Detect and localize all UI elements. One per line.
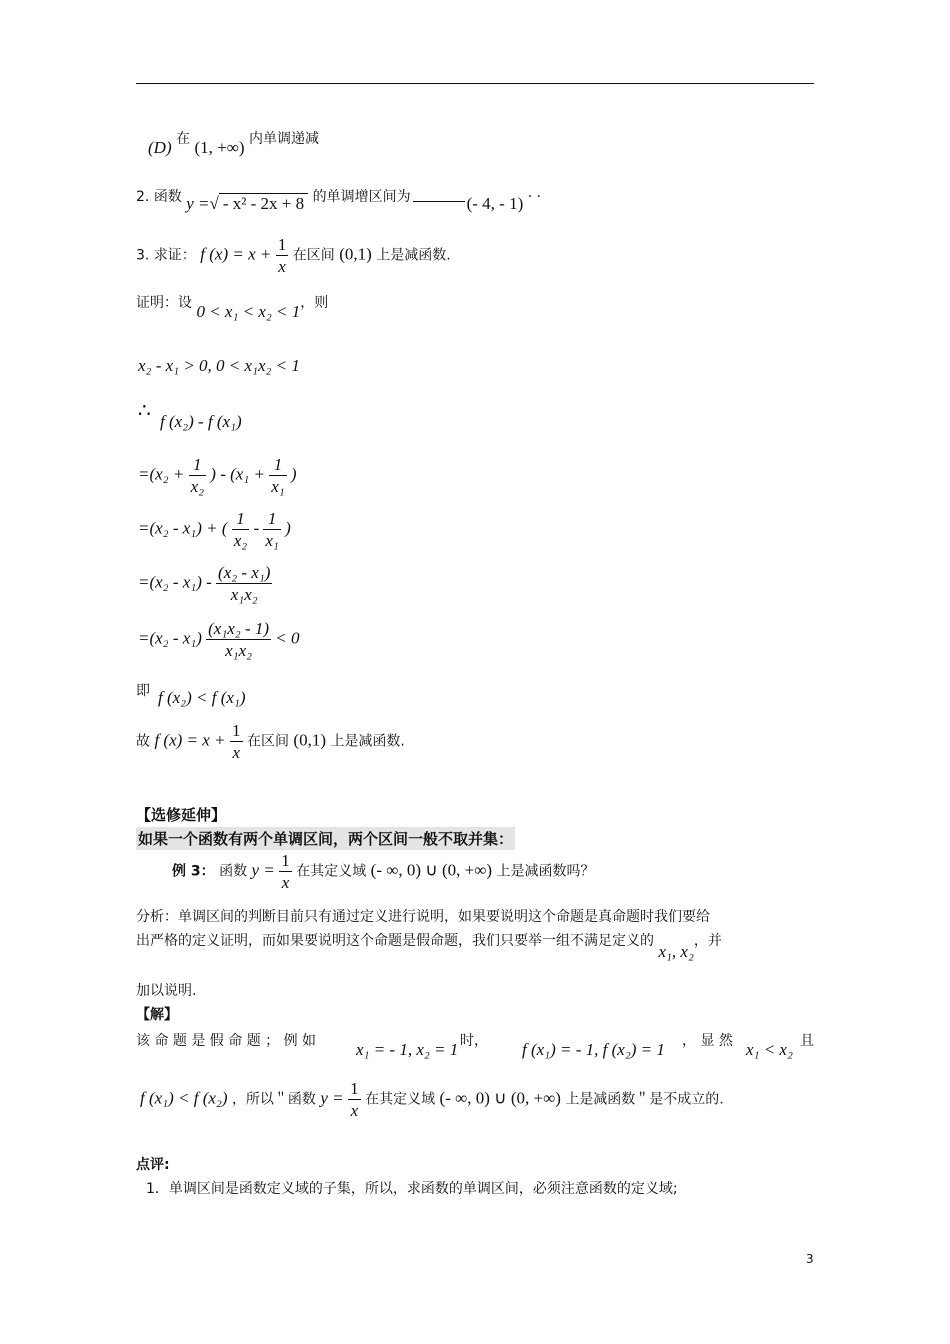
proof-intro: [136, 292, 329, 321]
header-rule: [136, 83, 814, 84]
step-1-b: ) - (x₁ +: [210, 464, 265, 484]
question-2: [136, 186, 542, 213]
example-3-post: 上是减函数吗？: [496, 863, 595, 880]
step-4-a: =(x₂ - x₁): [138, 628, 202, 648]
solution-line-2-a: f (x₁) < f (x₂): [140, 1088, 228, 1108]
question-3-text-post: 上是减函数.: [376, 247, 451, 264]
step-2-mid: -: [253, 518, 260, 538]
therefore-symbol: ∴: [138, 398, 151, 422]
sqrt-sign: √: [209, 194, 219, 213]
proof-assumption: 0 < x₁ < x₂ < 1: [196, 302, 301, 321]
analysis-line-1: 分析：单调区间的判断目前只有通过定义进行说明，如果要说明这个命题是真命题时我们要给: [136, 909, 710, 925]
question-3-text-mid: 在区间: [292, 247, 335, 264]
analysis-line-2: [136, 930, 722, 961]
question-2-text-post: 的单调增区间为: [312, 189, 411, 205]
frac-den: x: [232, 743, 241, 762]
solution-line-1-e: ， 显 然: [682, 1033, 733, 1049]
example-3: [172, 852, 594, 891]
step-3-a: =(x₂ - x₁) -: [138, 572, 212, 592]
frac-den: x: [350, 1101, 359, 1120]
question-3-text-pre: 求证：: [153, 247, 196, 264]
step-1-a: =(x₂ +: [138, 464, 185, 484]
step-2-frac-2: [263, 510, 280, 549]
solution-line-2-y: y =: [320, 1088, 344, 1108]
question-2-text-pre: 函数: [153, 189, 182, 205]
frac-num: 1: [350, 1079, 359, 1098]
frac-den: x₂: [233, 531, 248, 550]
final-f: f (x) = x +: [154, 730, 226, 750]
proof-step-1: [138, 456, 297, 495]
question-2-radicand: - x² - 2x + 8: [219, 193, 308, 213]
question-3: [136, 236, 451, 275]
frac-den: x₂: [190, 477, 205, 496]
solution-line-2-end: 上是减函数＂是不成立的.: [565, 1091, 724, 1108]
frac-den: x: [281, 873, 290, 892]
analysis-line-2-end: ，并: [693, 933, 722, 949]
example-3-mid: 在其定义域: [296, 863, 367, 880]
frac-num: (x₂ - x₁): [218, 563, 271, 582]
solution-line-1-c: 时，: [460, 1033, 488, 1049]
page-number: 3: [806, 1252, 814, 1266]
example-3-domain: (- ∞, 0) ∪ (0, +∞): [370, 860, 492, 880]
step-4-b: < 0: [275, 628, 300, 648]
final-fraction: [230, 722, 243, 761]
step-4-frac: [206, 620, 271, 659]
proof-conclusion-ineq: f (x₂) < f (x₁): [158, 688, 246, 707]
question-3-interval: (0,1): [339, 244, 372, 264]
solution-line-1-f: x₁ < x₂: [746, 1040, 793, 1059]
solution-heading: 【解】: [136, 1007, 178, 1023]
frac-den: x₁: [271, 477, 285, 496]
frac-num: 1: [232, 721, 241, 740]
frac-den: x₁: [265, 531, 279, 550]
proof-intro-text: 证明：设: [136, 295, 192, 311]
example-3-y: y =: [251, 860, 275, 880]
extension-heading: 【选修延伸】: [136, 806, 227, 824]
step-1-frac: [189, 456, 206, 495]
option-d-label: (D): [148, 138, 172, 157]
question-3-f: f (x) = x +: [200, 244, 272, 264]
solution-line-2-b: ，所以＂函数: [231, 1091, 316, 1108]
example-3-pre: 函数: [219, 863, 248, 880]
step-1-frac-2: [269, 456, 286, 495]
frac-num: 1: [269, 456, 286, 476]
frac-num: 1: [263, 510, 280, 530]
solution-line-1-b: x₁ = - 1, x₂ = 1: [356, 1040, 459, 1059]
proof-step-4: [138, 620, 300, 659]
analysis-line-2-text: 出严格的定义证明，而如果要说明这个命题是假命题，我们只要举一组不满足定义的: [136, 933, 654, 949]
step-1-c: ): [290, 464, 297, 484]
frac-num: (x₁x₂ - 1): [208, 619, 270, 638]
step-2-a: =(x₂ - x₁) + (: [138, 518, 228, 538]
example-3-label: 例 3：: [172, 863, 215, 880]
proof-line-2: f (x₂) - f (x₁): [160, 412, 242, 431]
frac-num: 1: [189, 456, 206, 476]
final-pre: 故: [136, 733, 150, 750]
question-2-answer: (- 4, - 1): [466, 194, 524, 213]
extension-highlight: 如果一个函数有两个单调区间，两个区间一般不取并集：: [136, 827, 515, 850]
option-d-text-post: 内单调递减: [249, 131, 319, 147]
option-d-interval: (1, +∞): [194, 138, 245, 157]
solution-line-2: [140, 1080, 724, 1119]
final-mid: 在区间: [246, 733, 289, 750]
step-2-frac: [232, 510, 249, 549]
comment-line-1: 1．单调区间是函数定义域的子集，所以，求函数的单调区间，必须注意函数的定义域;: [146, 1181, 678, 1197]
frac-den: x: [278, 257, 286, 276]
frac-den: x₁x₂: [230, 585, 258, 604]
frac-num: 1: [277, 235, 287, 254]
step-2-c: ): [285, 518, 291, 538]
solution-line-1-g: 且: [800, 1033, 814, 1049]
frac-den: x₁x₂: [225, 641, 253, 660]
question-3-number: 3.: [136, 247, 150, 264]
proof-line-1: x₂ - x₁ > 0, 0 < x₁x₂ < 1: [138, 356, 300, 375]
ji-label: 即: [136, 683, 150, 699]
answer-blank: [413, 201, 465, 202]
solution-line-1-a: 该 命 题 是 假 命 题 ； 例 如: [136, 1033, 317, 1049]
final-post: 上是减函数.: [330, 733, 405, 750]
question-2-number: 2.: [136, 189, 150, 205]
option-d: [148, 128, 319, 157]
solution-line-2-mid: 在其定义域: [365, 1091, 436, 1108]
proof-final: [136, 722, 405, 761]
analysis-line-3: 加以说明.: [136, 983, 197, 999]
option-d-text-pre: 在: [176, 131, 191, 147]
question-3-fraction: [276, 236, 289, 275]
step-3-frac: [216, 564, 272, 603]
solution-line-1-d: f (x₁) = - 1, f (x₂) = 1: [522, 1040, 665, 1059]
proof-intro-end: ，则: [300, 295, 329, 311]
question-2-dots: · ·: [527, 189, 542, 205]
frac-num: 1: [281, 851, 290, 870]
final-interval: (0,1): [293, 730, 326, 750]
proof-step-2: [138, 510, 291, 549]
frac-num: 1: [232, 510, 249, 530]
solution-line-2-domain: (- ∞, 0) ∪ (0, +∞): [439, 1088, 561, 1108]
comment-heading: 点评:: [136, 1157, 170, 1173]
proof-step-3: [138, 564, 272, 603]
solution-line-2-fraction: [348, 1080, 361, 1119]
question-2-y: y =: [186, 194, 210, 213]
example-3-fraction: [279, 852, 292, 891]
analysis-vars: x₁, x₂: [658, 942, 694, 961]
